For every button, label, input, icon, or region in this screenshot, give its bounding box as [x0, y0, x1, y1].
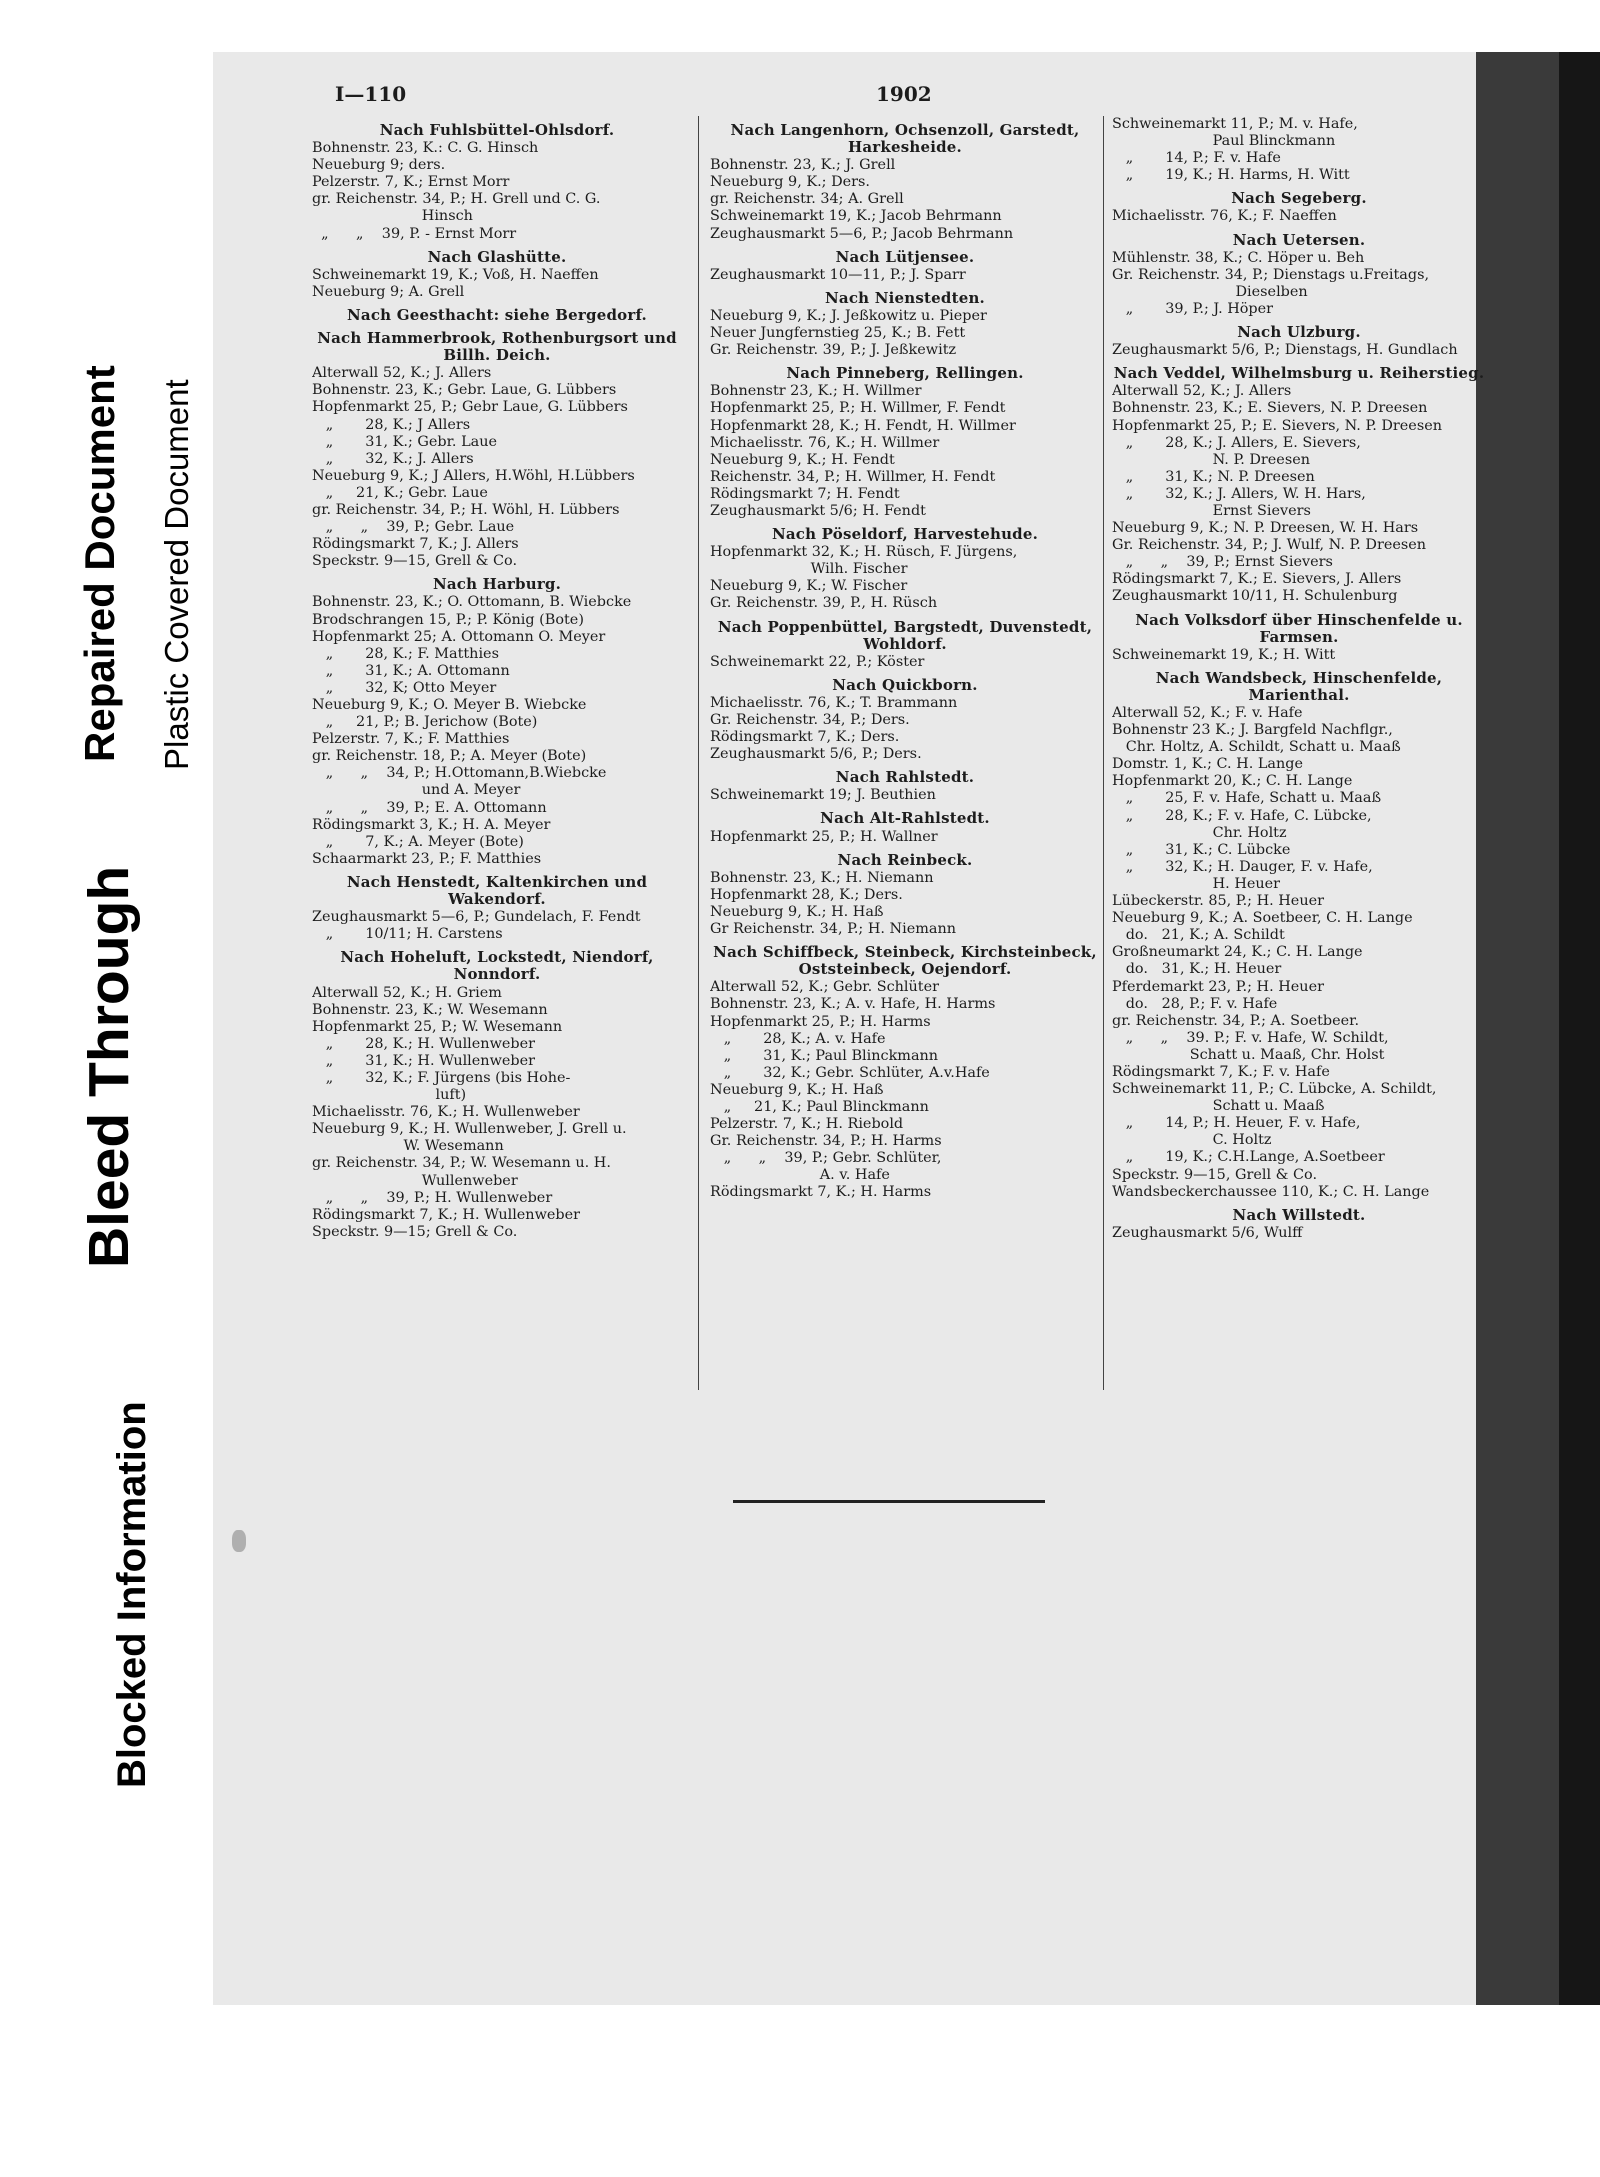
directory-entry: Hopfenmarkt 25; A. Ottomann O. Meyer	[312, 628, 606, 645]
directory-entry: Neuer Jungfernstieg 25, K.; B. Fett	[710, 325, 966, 342]
directory-entry: Hopfenmarkt 25, P.; H. Willmer, F. Fendt	[710, 400, 1006, 417]
section-heading: Nach Pöseldorf, Harvestehude.	[771, 525, 1039, 544]
directory-entry: Schweinemarkt 19, K.; Voß, H. Naeffen	[312, 266, 599, 283]
directory-entry: „ 32, K; Otto Meyer	[312, 679, 497, 696]
directory-entry: „ 31, K.; C. Lübcke	[1112, 841, 1291, 858]
directory-entry: gr. Reichenstr. 34, P.; H. Wöhl, H. Lübbers	[312, 501, 620, 518]
directory-entry: Rödingsmarkt 7, K.; Ders.	[710, 729, 900, 746]
directory-entry: Bohnenstr 23, K.; H. Willmer	[710, 383, 922, 400]
directory-section	[710, 290, 1100, 359]
directory-entry: „ „ 39, P.; Gebr. Laue	[312, 519, 515, 536]
directory-entry: Neueburg 9, K.; H. Haß	[710, 1081, 884, 1098]
directory-entry: Neueburg 9, K.; O. Meyer B. Wiebcke	[312, 697, 587, 713]
directory-entry: Bohnenstr. 23, K.; A. v. Hafe, H. Harms	[710, 996, 996, 1013]
directory-section	[710, 852, 1100, 938]
directory-entry: Neueburg 9, K.; H. Fendt	[710, 451, 895, 468]
directory-section	[312, 576, 682, 868]
directory-entry: gr. Reichenstr. 34, P.; H. Grell und C. G.	[312, 191, 601, 208]
directory-entry: „ 10/11; H. Carstens	[312, 926, 503, 943]
directory-section	[710, 526, 1100, 612]
page-edge-dark	[1559, 52, 1600, 2005]
directory-entry: Gr. Reichenstr. 34, P.; Ders.	[710, 712, 910, 728]
directory-entry: do. 21, K.; A. Schildt	[1112, 927, 1285, 944]
directory-entry: Mühlenstr. 38, K.; C. Höper u. Beh	[1112, 249, 1365, 266]
directory-entry: Michaelisstr. 76, K.; H. Willmer	[710, 434, 940, 451]
directory-entry: Hopfenmarkt 28, K.; H. Fendt, H. Willmer	[710, 417, 1016, 434]
directory-entry: Hopfenmarkt 32, K.; H. Rüsch, F. Jürgens,	[710, 544, 1018, 561]
directory-entry: C. Holtz	[1112, 1132, 1272, 1149]
section-heading: Nach Wandsbeck, Hinschenfelde, Marienthal.	[1155, 668, 1443, 704]
column-1	[312, 116, 682, 1241]
directory-entry: Michaelisstr. 76, K.; F. Naeffen	[1112, 208, 1337, 225]
directory-entry: Schweinemarkt 19, K.; H. Witt	[1112, 646, 1336, 663]
directory-section	[1112, 116, 1486, 184]
directory-entry: Gr. Reichenstr. 39, P., H. Rüsch	[710, 595, 938, 612]
directory-entry: Alterwall 52, K.; J. Allers	[312, 365, 492, 382]
directory-entry: Zeughausmarkt 10/11, H. Schulenburg	[1112, 588, 1398, 605]
directory-entry: Reichenstr. 34, P.; H. Willmer, H. Fendt	[710, 468, 996, 485]
directory-entry: Hopfenmarkt 25, P.; Gebr Laue, G. Lübbers	[312, 399, 628, 416]
directory-entry: Gr. Reichenstr. 34, P.; Dienstags u.Freitags,	[1112, 266, 1430, 283]
directory-entry: Gr. Reichenstr. 39, P.; J. Jeßkewitz	[710, 342, 957, 359]
directory-entry: „ 21, K.; Gebr. Laue	[312, 484, 488, 501]
section-heading: Nach Glashütte.	[427, 247, 567, 266]
directory-entry: Hopfenmarkt 25, P.; H. Wallner	[710, 828, 938, 845]
directory-entry: Neueburg 9; A. Grell	[312, 283, 465, 300]
section-heading: Nach Harburg.	[432, 575, 562, 594]
directory-entry: Schweinemarkt 11, P.; M. v. Hafe,	[1112, 116, 1358, 132]
directory-entry: „ „ 39, P.; Gebr. Schlüter,	[710, 1150, 942, 1167]
directory-section	[710, 769, 1100, 804]
plastic-covered-label: Plastic Covered Document	[158, 379, 195, 770]
directory-entry: Bohnenstr. 23, K.; H. Niemann	[710, 869, 934, 886]
directory-entry: Rödingsmarkt 7, K.; F. v. Hafe	[1112, 1063, 1330, 1080]
directory-entry: Rödingsmarkt 7, K.; H. Wullenweber	[312, 1206, 581, 1223]
directory-entry: „ 32, K.; J. Allers	[312, 450, 474, 467]
directory-section	[1112, 232, 1486, 318]
directory-entry: „ „ 39, P.; H. Wullenweber	[312, 1189, 553, 1206]
directory-entry: Chr. Holtz, A. Schildt, Schatt u. Maaß	[1112, 739, 1401, 756]
directory-entry: Alterwall 52, K.; H. Griem	[312, 984, 502, 1001]
directory-entry: „ 32, K.; Gebr. Schlüter, A.v.Hafe	[710, 1064, 990, 1081]
directory-entry: Neueburg 9, K.; A. Soetbeer, C. H. Lange	[1112, 910, 1413, 927]
section-heading: Nach Alt-Rahlstedt.	[820, 809, 990, 828]
directory-entry: N. P. Dreesen	[1112, 451, 1310, 468]
directory-entry: Wandsbeckerchaussee 110, K.; C. H. Lange	[1112, 1183, 1430, 1200]
directory-entry: „ 31, K.; Paul Blinckmann	[710, 1047, 939, 1064]
directory-entry: Bohnenstr. 23, K.; J. Grell	[710, 157, 896, 174]
directory-section	[1112, 190, 1486, 225]
directory-entry: Wullenweber	[312, 1172, 518, 1189]
directory-entry: do. 31, K.; H. Heuer	[1112, 961, 1282, 978]
directory-entry: Schweinemarkt 19, K.; Jacob Behrmann	[710, 208, 1002, 225]
directory-entry: Pferdemarkt 23, P.; H. Heuer	[1112, 978, 1324, 995]
directory-entry: „ 32, K.; F. Jürgens (bis Hohe-	[312, 1069, 571, 1086]
directory-entry: „ 28, K.; H. Wullenweber	[312, 1035, 536, 1052]
directory-entry: Neueburg 9, K.; J Allers, H.Wöhl, H.Lübbers	[312, 467, 635, 484]
directory-entry: „ 14, P.; F. v. Hafe	[1112, 150, 1281, 167]
section-heading: Nach Ulzburg.	[1237, 323, 1361, 342]
column-divider	[698, 116, 699, 1390]
section-heading: Nach Veddel, Wilhelmsburg u. Reiherstieg.	[1113, 364, 1485, 383]
directory-entry: Bohnenstr. 23, K.; Gebr. Laue, G. Lübbers	[312, 382, 617, 399]
directory-entry: Pelzerstr. 7, K.; F. Matthies	[312, 731, 510, 748]
directory-entry: Alterwall 52, K.; F. v. Hafe	[1112, 705, 1303, 721]
directory-entry: Rödingsmarkt 3, K.; H. A. Meyer	[312, 816, 551, 833]
column-2	[710, 116, 1100, 1202]
directory-entry: Schweinemarkt 22, P.; Köster	[710, 653, 925, 670]
directory-entry: Michaelisstr. 76, K.; H. Wullenweber	[312, 1104, 580, 1121]
directory-entry: Neueburg 9, K.; W. Fischer	[710, 578, 908, 595]
column-divider	[1103, 116, 1104, 1390]
directory-entry: Dieselben	[1112, 283, 1308, 300]
directory-entry: Hopfenmarkt 20, K.; C. H. Lange	[1112, 773, 1353, 790]
directory-entry: Neueburg 9, K.; H. Haß	[710, 903, 884, 920]
directory-section	[710, 810, 1100, 845]
directory-entry: Alterwall 52, K.; Gebr. Schlüter	[710, 979, 939, 996]
directory-section	[312, 122, 682, 243]
directory-entry: „ 19, K.; C.H.Lange, A.Soetbeer	[1112, 1149, 1385, 1166]
section-heading: Nach Volksdorf über Hinschenfelde u. Farmsen.	[1135, 610, 1463, 646]
directory-entry: Hopfenmarkt 25, P.; E. Sievers, N. P. Dreesen	[1112, 417, 1442, 434]
section-heading: Nach Lütjensee.	[835, 247, 975, 266]
directory-entry: Zeughausmarkt 5/6, Wulff	[1112, 1224, 1303, 1241]
directory-section	[1112, 1207, 1486, 1242]
directory-entry: Großneumarkt 24, K.; C. H. Lange	[1112, 944, 1363, 961]
directory-section	[1112, 612, 1486, 664]
section-heading: Nach Schiffbeck, Steinbeck, Kirchsteinbeck, Oststeinbeck, Oejendorf.	[713, 943, 1097, 979]
section-heading: Nach Henstedt, Kaltenkirchen und Wakendorf.	[346, 872, 648, 909]
directory-entry: „ „ 39, P.; E. A. Ottomann	[312, 799, 547, 816]
directory-section	[312, 949, 682, 1241]
directory-entry: Schaarmarkt 23, P.; F. Matthies	[312, 850, 542, 867]
directory-entry: gr. Reichenstr. 34; A. Grell	[710, 191, 904, 208]
directory-entry: Bohnenstr 23 K.; J. Bargfeld Nachflgr.,	[1112, 722, 1393, 739]
directory-entry: do. 28, P.; F. v. Hafe	[1112, 995, 1278, 1012]
section-heading: Nach Hammerbrook, Rothenburgsort und Billh. Deich.	[317, 329, 677, 365]
directory-entry: Hopfenmarkt 25, P.; W. Wesemann	[312, 1018, 563, 1035]
directory-entry: gr. Reichenstr. 18, P.; A. Meyer (Bote)	[312, 748, 587, 765]
directory-entry: „ 31, K.; H. Wullenweber	[312, 1052, 536, 1069]
bleed-through-label: Bleed Through	[77, 865, 141, 1268]
directory-section	[312, 249, 682, 301]
section-heading: Nach Pinneberg, Rellingen.	[786, 364, 1024, 383]
directory-entry: Wilh. Fischer	[710, 561, 908, 578]
directory-entry: Schweinemarkt 19; J. Beuthien	[710, 787, 936, 804]
directory-section	[312, 330, 682, 570]
directory-entry: Brodschrangen 15, P.; P. König (Bote)	[312, 611, 584, 628]
directory-entry: Gr Reichenstr. 34, P.; H. Niemann	[710, 921, 957, 938]
section-heading: Nach Rahlstedt.	[835, 768, 975, 787]
directory-section	[312, 307, 682, 324]
directory-entry: W. Wesemann	[312, 1138, 504, 1155]
directory-entry: Neueburg 9, K.; J. Jeßkowitz u. Pieper	[710, 307, 987, 324]
directory-entry: Neueburg 9, K.; H. Wullenweber, J. Grell u.	[312, 1121, 627, 1138]
column-3	[1112, 116, 1486, 1242]
directory-entry: Hopfenmarkt 25, P.; H. Harms	[710, 1013, 931, 1030]
directory-entry: Bohnenstr. 23, K.; O. Ottomann, B. Wiebcke	[312, 594, 632, 611]
directory-entry: Bohnenstr. 23, K.; E. Sievers, N. P. Dreesen	[1112, 400, 1428, 417]
section-heading: Nach Poppenbüttel, Bargstedt, Duvenstedt, Wohldorf.	[717, 617, 1093, 653]
directory-entry: Zeughausmarkt 5—6, P.; Gundelach, F. Fendt	[312, 909, 641, 926]
directory-entry: „ 25, F. v. Hafe, Schatt u. Maaß	[1112, 790, 1382, 807]
directory-entry: Rödingsmarkt 7, K.; E. Sievers, J. Allers	[1112, 571, 1402, 588]
directory-entry: H. Heuer	[1112, 875, 1281, 892]
directory-entry: Zeughausmarkt 10—11, P.; J. Sparr	[710, 266, 966, 283]
directory-entry: Neueburg 9, K.; N. P. Dreesen, W. H. Hars	[1112, 520, 1419, 537]
directory-entry: gr. Reichenstr. 34, P.; A. Soetbeer.	[1112, 1012, 1360, 1029]
directory-section	[710, 249, 1100, 284]
directory-entry: „ 31, K.; Gebr. Laue	[312, 433, 497, 450]
directory-entry: „ „ 39. P.; F. v. Hafe, W. Schildt,	[1112, 1029, 1389, 1046]
directory-entry: „ 28, K.; A. v. Hafe	[710, 1030, 886, 1047]
directory-section	[710, 619, 1100, 671]
directory-entry: Speckstr. 9—15; Grell & Co.	[312, 1223, 518, 1240]
section-heading: Nach Segeberg.	[1231, 189, 1367, 208]
directory-entry: luft)	[312, 1087, 467, 1104]
directory-entry: Speckstr. 9—15, Grell & Co.	[312, 553, 518, 570]
directory-section	[1112, 670, 1486, 1201]
directory-entry: Paul Blinckmann	[1112, 133, 1336, 150]
section-heading: Nach Quickborn.	[832, 675, 978, 694]
directory-section	[1112, 324, 1486, 359]
directory-section	[1112, 365, 1486, 605]
page-number: I—110	[335, 82, 407, 106]
directory-entry: „ 28, K.; F. v. Hafe, C. Lübcke,	[1112, 807, 1372, 824]
section-heading: Nach Geesthacht: siehe Bergedorf.	[347, 305, 647, 324]
directory-entry: Hopfenmarkt 28, K.; Ders.	[710, 886, 903, 903]
directory-entry: Pelzerstr. 7, K.; Ernst Morr	[312, 174, 510, 191]
directory-entry: Domstr. 1, K.; C. H. Lange	[1112, 756, 1303, 773]
directory-entry: „ 28, K.; J Allers	[312, 416, 471, 433]
directory-entry: „ „ 39, P. - Ernst Morr	[312, 225, 517, 242]
directory-entry: A. v. Hafe	[710, 1167, 890, 1184]
directory-entry: gr. Reichenstr. 34, P.; W. Wesemann u. H.	[312, 1155, 611, 1172]
directory-entry: Schweinemarkt 11, P.; C. Lübcke, A. Schildt,	[1112, 1081, 1437, 1098]
directory-section	[312, 874, 682, 943]
directory-entry: Bohnenstr. 23, K.; W. Wesemann	[312, 1001, 548, 1018]
page-year: 1902	[876, 82, 932, 106]
directory-entry: Gr. Reichenstr. 34, P.; H. Harms	[710, 1133, 942, 1150]
repaired-document-label: Repaired Document	[76, 365, 123, 762]
directory-entry: „ 14, P.; H. Heuer, F. v. Hafe,	[1112, 1115, 1361, 1132]
directory-entry: Ernst Sievers	[1112, 502, 1311, 519]
directory-entry: Hinsch	[312, 208, 473, 225]
directory-entry: Zeughausmarkt 5/6, P.; Dienstags, H. Gundlach	[1112, 342, 1458, 359]
directory-section	[710, 365, 1100, 520]
directory-entry: Rödingsmarkt 7, K.; H. Harms	[710, 1184, 932, 1201]
section-heading: Nach Uetersen.	[1232, 230, 1366, 249]
directory-entry: „ „ 39, P.; Ernst Sievers	[1112, 554, 1333, 571]
ink-smudge	[232, 1530, 246, 1552]
section-heading: Nach Willstedt.	[1232, 1205, 1366, 1224]
directory-entry: „ 32, K.; H. Dauger, F. v. Hafe,	[1112, 858, 1373, 875]
directory-entry: Michaelisstr. 76, K.; T. Brammann	[710, 694, 958, 711]
directory-entry: Zeughausmarkt 5/6, P.; Ders.	[710, 746, 922, 763]
directory-entry: Rödingsmarkt 7, K.; J. Allers	[312, 536, 519, 553]
directory-entry: Pelzerstr. 7, K.; H. Riebold	[710, 1116, 904, 1133]
directory-entry: „ 31, K.; N. P. Dreesen	[1112, 468, 1315, 485]
directory-entry: Lübeckerstr. 85, P.; H. Heuer	[1112, 893, 1324, 910]
directory-entry: Gr. Reichenstr. 34, P.; J. Wulf, N. P. Dreesen	[1112, 537, 1427, 554]
section-heading: Nach Fuhlsbüttel-Ohlsdorf.	[379, 121, 615, 139]
closing-rule	[733, 1500, 1045, 1503]
section-heading: Nach Nienstedten.	[825, 288, 985, 307]
directory-entry: „ 19, K.; H. Harms, H. Witt	[1112, 167, 1350, 184]
directory-entry: „ 28, K.; J. Allers, E. Sievers,	[1112, 434, 1361, 451]
section-heading: Nach Langenhorn, Ochsenzoll, Garstedt, Harkesheide.	[730, 121, 1080, 157]
directory-section	[710, 122, 1100, 243]
directory-entry: „ 21, K.; Paul Blinckmann	[710, 1098, 929, 1115]
directory-entry: Schatt u. Maaß	[1112, 1098, 1325, 1115]
directory-entry: „ 31, K.; A. Ottomann	[312, 662, 510, 679]
section-heading: Nach Hoheluft, Lockstedt, Niendorf, Nonndorf.	[340, 948, 654, 984]
directory-entry: Neueburg 9, K.; Ders.	[710, 174, 870, 191]
directory-entry: „ 39, P.; J. Höper	[1112, 300, 1274, 317]
directory-entry: „ 28, K.; F. Matthies	[312, 645, 499, 662]
directory-entry: Speckstr. 9—15, Grell & Co.	[1112, 1166, 1318, 1183]
directory-entry: „ 21, P.; B. Jerichow (Bote)	[312, 714, 538, 731]
directory-entry: „ „ 34, P.; H.Ottomann,B.Wiebcke	[312, 765, 607, 782]
directory-section	[710, 944, 1100, 1201]
section-heading: Nach Reinbeck.	[837, 850, 973, 869]
directory-entry: Schatt u. Maaß, Chr. Holst	[1112, 1046, 1385, 1063]
blocked-information-label: Blocked Information	[110, 1401, 154, 1788]
directory-entry: Rödingsmarkt 7; H. Fendt	[710, 485, 900, 502]
directory-entry: „ 7, K.; A. Meyer (Bote)	[312, 833, 524, 850]
directory-entry: Alterwall 52, K.; J. Allers	[1112, 383, 1292, 400]
directory-section	[710, 677, 1100, 763]
directory-entry: „ 32, K.; J. Allers, W. H. Hars,	[1112, 485, 1366, 502]
directory-entry: Bohnenstr. 23, K.: C. G. Hinsch	[312, 140, 539, 157]
directory-entry: Zeughausmarkt 5/6; H. Fendt	[710, 502, 926, 519]
directory-entry: Neueburg 9; ders.	[312, 157, 446, 174]
directory-entry: und A. Meyer	[312, 782, 521, 799]
directory-entry: Zeughausmarkt 5—6, P.; Jacob Behrmann	[710, 225, 1014, 242]
directory-entry: Chr. Holtz	[1112, 824, 1287, 841]
page-header	[0, 82, 1600, 112]
